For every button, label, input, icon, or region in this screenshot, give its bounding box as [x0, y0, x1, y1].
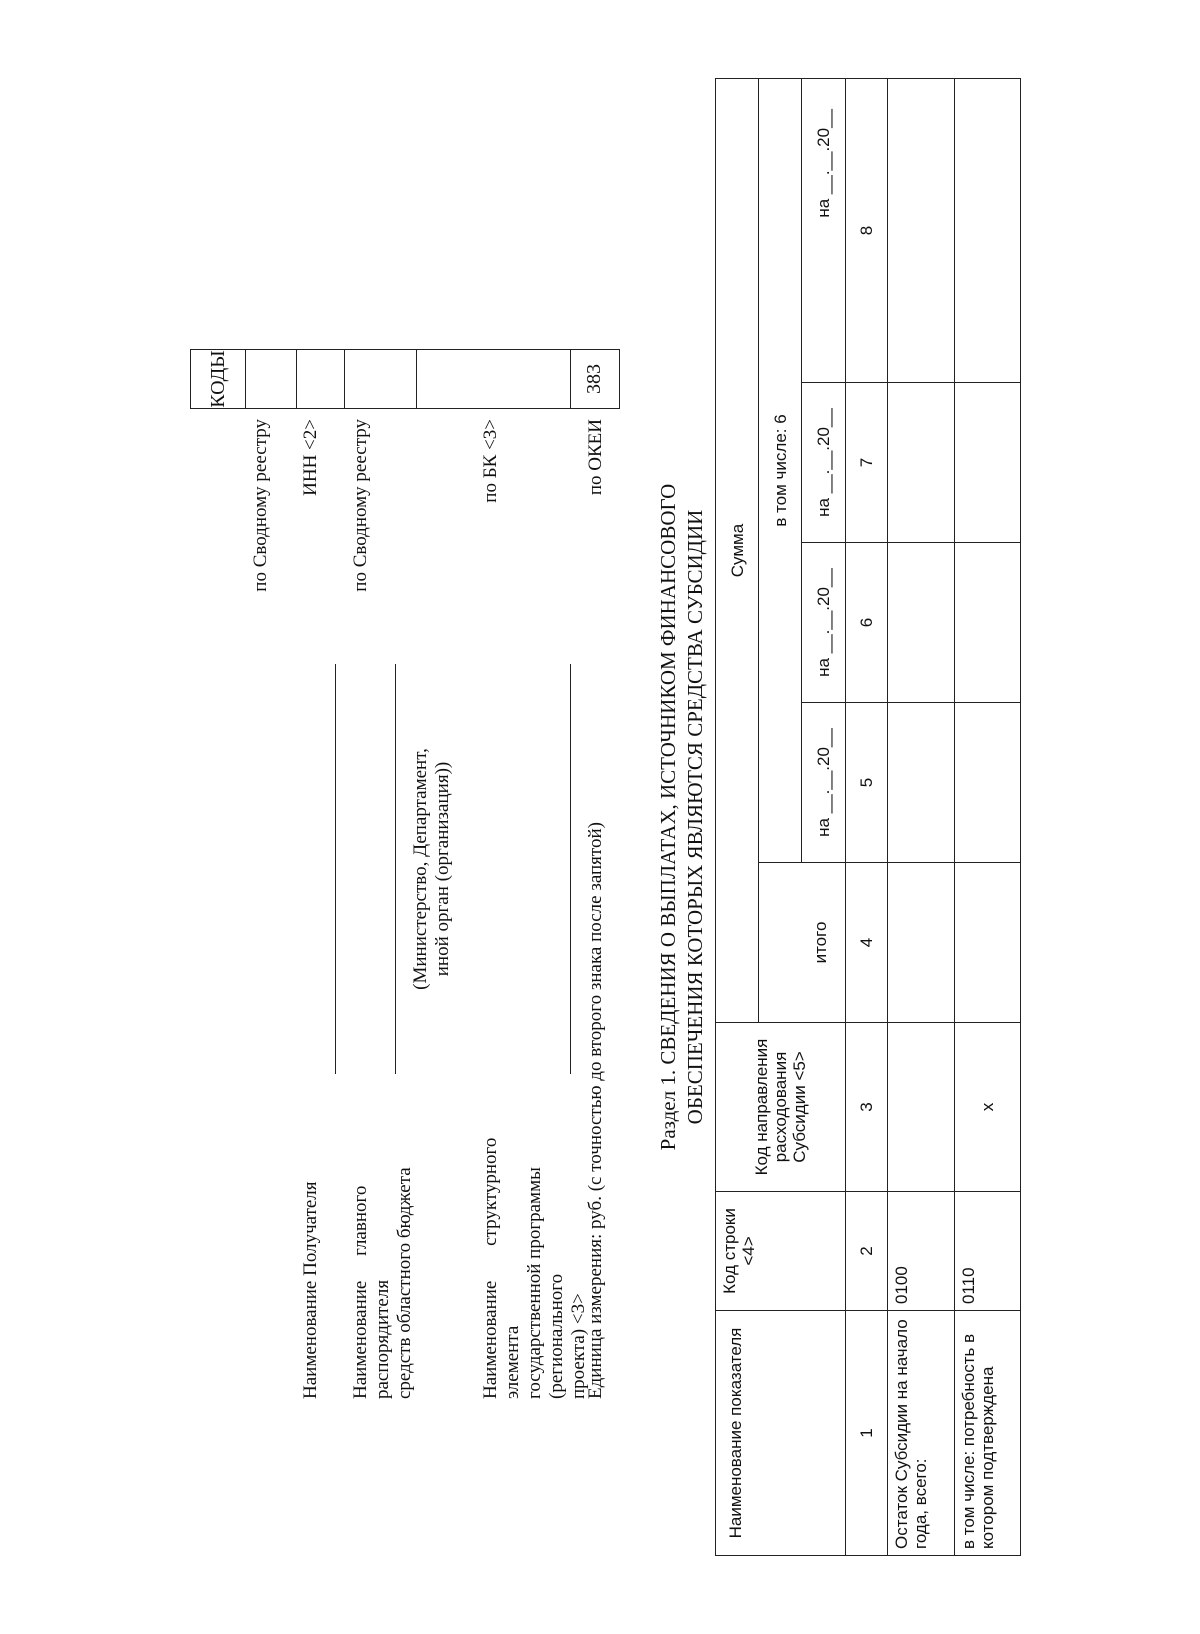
structural-element-label-line1: Наименование структурного элемента — [480, 1137, 523, 1399]
row-0100-name: Остаток Субсидии на начало года, всего: — [887, 1310, 955, 1556]
section-title — [655, 0, 709, 1634]
colnum-8: 8 — [845, 78, 888, 383]
header-indicator-name — [715, 1310, 846, 1556]
main-distributor-label — [350, 1089, 416, 1399]
row-0100-period-1[interactable] — [887, 702, 955, 863]
codes-box — [190, 349, 620, 409]
header-total: итого — [758, 862, 846, 1023]
code-cell-svod-2[interactable] — [345, 350, 417, 408]
row-0110-period-4[interactable] — [954, 78, 1021, 383]
code-label-svod-registry-1: по Сводному реестру — [250, 419, 271, 592]
code-label-inn: ИНН <2> — [300, 419, 321, 496]
distributor-hint-line1: (Министерство, Департамент, — [410, 748, 431, 990]
colnum-4: 4 — [845, 862, 888, 1023]
code-label-bk: по БК <3> — [480, 419, 501, 503]
header-indicator-name-text: Наименование показателя — [726, 1327, 745, 1539]
code-label-svod-registry-2: по Сводному реестру — [350, 419, 371, 592]
colnum-7: 7 — [845, 382, 888, 543]
row-0110-total[interactable] — [954, 862, 1021, 1023]
main-distributor-label-line2: средств областного бюджета — [394, 1167, 415, 1399]
header-direction-code — [715, 1022, 846, 1192]
code-label-okei: по ОКЕИ — [585, 419, 606, 496]
row-0110-name: в том числе: потребность в котором подтверждена — [954, 1310, 1021, 1556]
structural-element-label-line2: государственной программы (регионального — [524, 1167, 567, 1399]
header-period-4: на __.__.20__ — [801, 78, 846, 383]
header-including: в том числе: 6 — [758, 78, 802, 863]
code-cell-okei: 383 — [583, 364, 605, 394]
colnum-5: 5 — [845, 702, 888, 863]
section-title-line1: Раздел 1. СВЕДЕНИЯ О ВЫПЛАТАХ, ИСТОЧНИКОМ ФИНАНСОВОГО — [656, 483, 680, 1151]
header-direction-code-text: Код направления расходования Субсидии <5> — [752, 1038, 809, 1176]
distributor-underline — [395, 664, 396, 1074]
row-0110-direction: x — [954, 1022, 1021, 1192]
header-period-2: на __.__.20__ — [801, 542, 846, 703]
row-0110-code: 0110 — [954, 1191, 1021, 1311]
colnum-6: 6 — [845, 542, 888, 703]
header-row-code-text: Код строки <4> — [720, 1208, 758, 1294]
header-row-code — [715, 1191, 846, 1311]
row-0100-total[interactable] — [887, 862, 955, 1023]
header-sum: Сумма — [715, 78, 759, 1023]
subsidy-payments-table — [715, 0, 1021, 1634]
header-period-3: на __.__.20__ — [801, 382, 846, 543]
colnum-2: 2 — [845, 1191, 888, 1311]
row-0110-period-3[interactable] — [954, 382, 1021, 543]
row-0100-period-3[interactable] — [887, 382, 955, 543]
structural-element-label — [480, 1069, 590, 1399]
section-title-line2: ОБЕСПЕЧЕНИЯ КОТОРЫХ ЯВЛЯЮТСЯ СРЕДСТВА СУБСИДИИ — [683, 509, 707, 1125]
code-cell-bk[interactable] — [417, 350, 571, 408]
colnum-3: 3 — [845, 1022, 888, 1192]
distributor-hint — [410, 699, 454, 1039]
distributor-hint-line2: иной орган (организация)) — [432, 761, 453, 977]
code-cell-inn[interactable] — [297, 350, 345, 408]
code-cell-svod-1[interactable] — [246, 350, 297, 408]
recipient-label: Наименование Получателя — [300, 1181, 321, 1399]
row-0100-period-4[interactable] — [887, 78, 955, 383]
row-0110-period-1[interactable] — [954, 702, 1021, 863]
row-0100-direction[interactable] — [887, 1022, 955, 1192]
header-period-1: на __.__.20__ — [801, 702, 846, 863]
main-distributor-label-line1: Наименование главного распорядителя — [350, 1185, 393, 1399]
codes-header: КОДЫ — [191, 350, 246, 408]
unit-label: Единица измерения: руб. (с точностью до второго знака после запятой) — [585, 822, 606, 1399]
row-0110-period-2[interactable] — [954, 542, 1021, 703]
row-0100-period-2[interactable] — [887, 542, 955, 703]
row-0100-code: 0100 — [887, 1191, 955, 1311]
recipient-underline — [335, 664, 336, 1074]
structural-element-label-line3: проекта) <3> — [568, 1293, 589, 1399]
colnum-1: 1 — [845, 1310, 888, 1556]
structural-element-underline — [570, 664, 571, 1074]
